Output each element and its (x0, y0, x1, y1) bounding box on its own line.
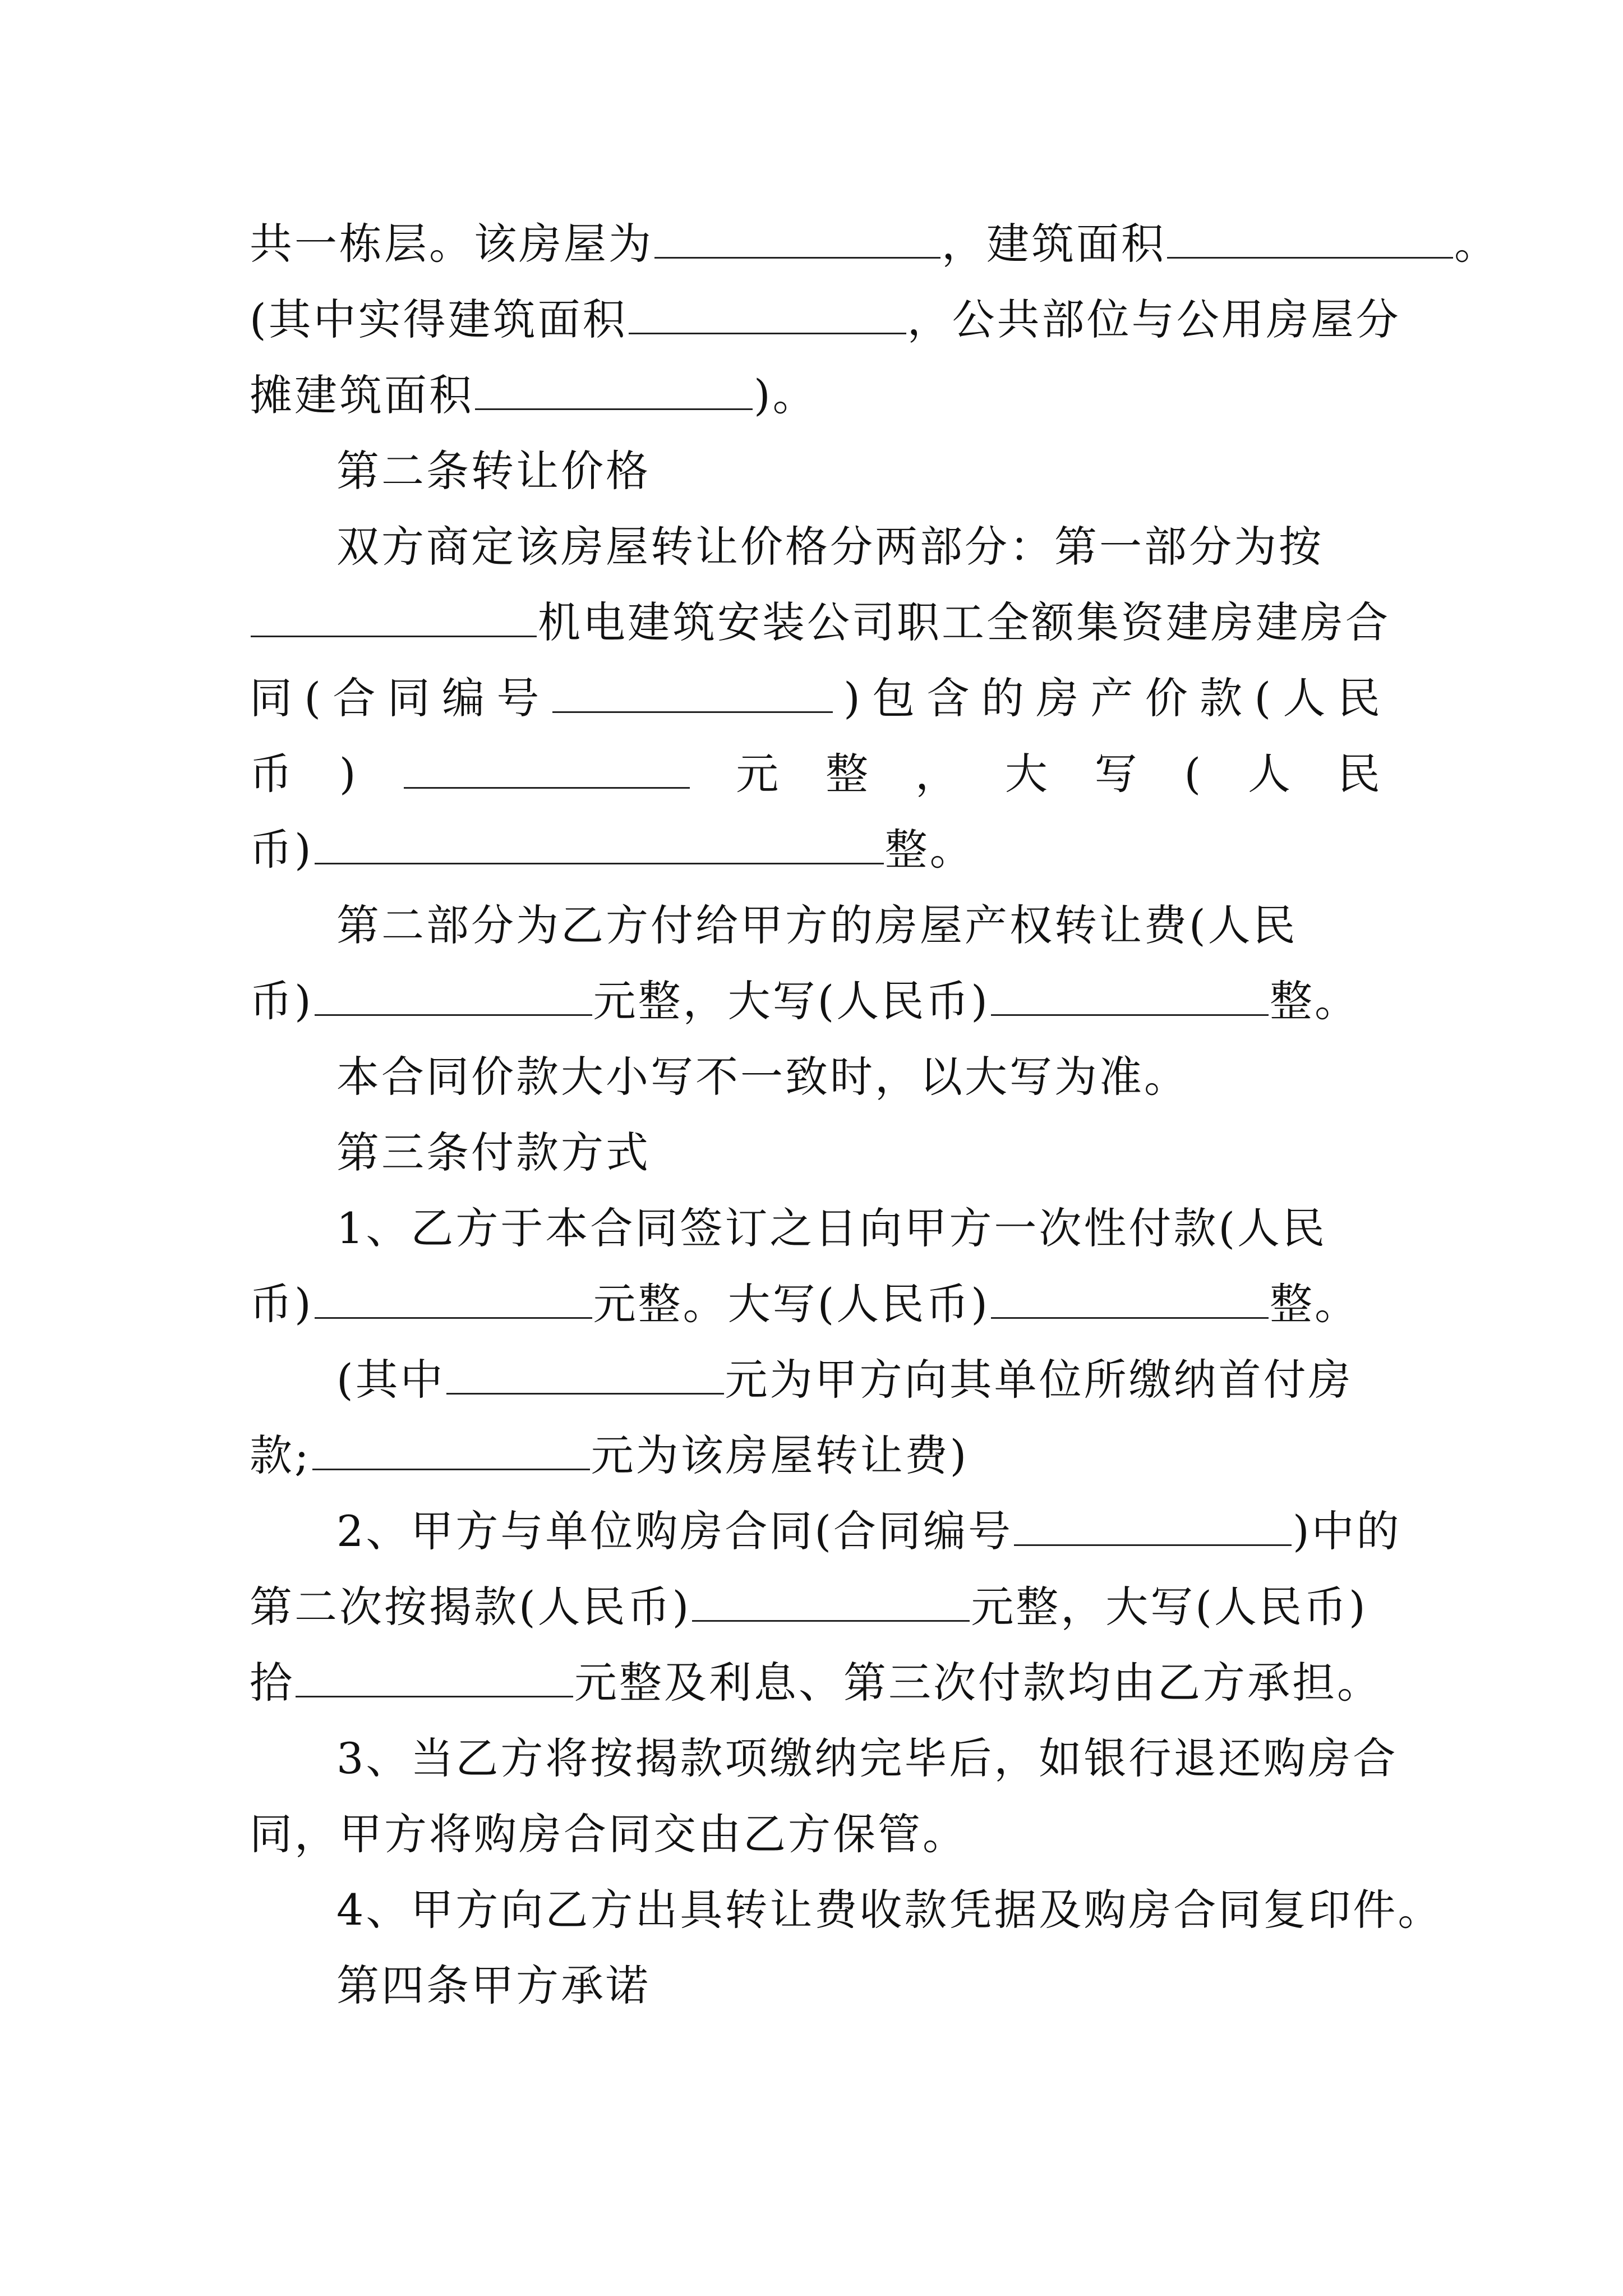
line-18 (336, 1501, 1401, 1562)
line-3 (250, 365, 1382, 426)
char: ， (915, 749, 960, 799)
text: 。 (1454, 219, 1499, 269)
blank-field[interactable] (404, 751, 690, 789)
section-heading (336, 1122, 1382, 1184)
text: 3、当乙方将按揭款项缴纳完毕后，如银行退还购房合 (336, 1733, 1398, 1783)
blank-field[interactable] (991, 978, 1269, 1016)
line-16 (336, 1349, 1382, 1411)
text: 元整及利息、第三次付款均由乙方承担。 (574, 1658, 1382, 1708)
char: 元 (736, 749, 781, 799)
char: ) (339, 749, 358, 799)
text: 整。 (1269, 976, 1359, 1026)
char: 写 (1094, 749, 1140, 799)
text: 元为该房屋转让费) (591, 1430, 969, 1480)
text: )。 (754, 370, 818, 420)
text: 第二部分为乙方付给甲方的房屋产权转让费(人民 (336, 900, 1298, 950)
blank-field[interactable] (1167, 221, 1453, 259)
text: 摊建筑面积 (250, 370, 474, 420)
char: ( (304, 673, 323, 723)
line-2 (250, 289, 1401, 351)
char: 同 (387, 673, 432, 723)
text: 共一栋层。该房屋为 (250, 219, 653, 269)
text: 本合同价款大小写不一致时，以大写为准。 (336, 1052, 1189, 1102)
blank-field[interactable] (296, 1660, 573, 1697)
line-9 (250, 819, 1382, 881)
blank-field[interactable] (251, 600, 537, 637)
char: 整 (826, 749, 871, 799)
heading-text: 第二条转让价格 (336, 446, 651, 496)
heading-text: 第四条甲方承诺 (336, 1961, 651, 2010)
text: 币) (250, 825, 313, 875)
text: 2、甲方与单位购房合同(合同编号 (336, 1506, 1013, 1556)
line-10 (336, 895, 1382, 956)
blank-field[interactable] (1014, 1508, 1292, 1546)
line-8 (250, 743, 1382, 805)
blank-field[interactable] (315, 827, 884, 864)
line-12 (336, 1046, 1382, 1108)
char: 款 (1200, 673, 1245, 723)
line-7 (250, 668, 1382, 729)
section-heading (336, 1955, 1382, 2017)
text: 币) (250, 1279, 313, 1329)
char: 合 (333, 673, 378, 723)
char: ( (1184, 749, 1204, 799)
text: 双方商定该房屋转让价格分两部分：第一部分为按 (336, 522, 1324, 572)
text: 币) (250, 976, 313, 1026)
char: 房 (1036, 673, 1081, 723)
char: 人 (1248, 749, 1293, 799)
blank-field[interactable] (475, 372, 753, 410)
char: 同 (250, 673, 294, 723)
blank-field[interactable] (629, 297, 906, 334)
line-23 (336, 1879, 1443, 1941)
text: 机电建筑安装公司职工全额集资建房建房合 (538, 597, 1390, 647)
blank-field[interactable] (312, 1433, 590, 1470)
blank-field[interactable] (552, 675, 833, 713)
blank-field[interactable] (315, 1281, 592, 1319)
line-22 (250, 1803, 1382, 1865)
blank-field[interactable] (446, 1357, 724, 1395)
text: 拾 (250, 1658, 294, 1708)
line-21 (336, 1728, 1398, 1789)
text: 整。 (1269, 1279, 1359, 1329)
char: ) (843, 673, 863, 723)
char: 包 (872, 673, 917, 723)
line-19 (250, 1576, 1382, 1638)
blank-field[interactable] (991, 1281, 1269, 1319)
char: 币 (250, 749, 294, 799)
text: 元为甲方向其单位所缴纳首付房 (725, 1355, 1353, 1405)
char: 大 (1004, 749, 1050, 799)
text: 第二次按揭款(人民币) (250, 1582, 691, 1632)
char: 民 (1337, 749, 1382, 799)
line-6 (250, 592, 1390, 654)
text: 元整。大写(人民币) (593, 1279, 990, 1329)
char: 号 (496, 673, 542, 723)
section-heading (336, 440, 1382, 502)
line-11 (250, 970, 1382, 1032)
char: 的 (981, 673, 1026, 723)
line-15 (250, 1273, 1382, 1335)
text: ，建筑面积 (942, 219, 1166, 269)
text: ，公共部位与公用房屋分 (907, 295, 1401, 344)
heading-text: 第三条付款方式 (336, 1128, 651, 1177)
text: 同，甲方将购房合同交由乙方保管。 (250, 1809, 967, 1859)
blank-field[interactable] (692, 1584, 970, 1622)
line-14 (336, 1198, 1382, 1259)
char: 含 (926, 673, 972, 723)
char: 编 (442, 673, 487, 723)
text: (其中 (336, 1355, 445, 1405)
line-20 (250, 1652, 1382, 1714)
char: 产 (1090, 673, 1136, 723)
text: )中的 (1293, 1506, 1401, 1556)
char: 价 (1145, 673, 1190, 723)
text: 1、乙方于本合同签订之日向甲方一次性付款(人民 (336, 1203, 1327, 1253)
char: 民 (1337, 673, 1382, 723)
char: ( (1254, 673, 1274, 723)
char: 人 (1283, 673, 1328, 723)
line-17 (250, 1425, 1382, 1487)
text: 4、甲方向乙方出具转让费收款凭据及购房合同复印件。 (336, 1885, 1443, 1935)
text: 元整，大写(人民币) (971, 1582, 1368, 1632)
text: 整。 (884, 825, 975, 875)
line-1 (250, 213, 1499, 275)
text: 款; (250, 1430, 311, 1480)
line-5 (336, 516, 1382, 578)
blank-field[interactable] (315, 978, 592, 1016)
text: 元整，大写(人民币) (593, 976, 990, 1026)
text: (其中实得建筑面积 (250, 295, 628, 344)
blank-field[interactable] (654, 221, 940, 259)
